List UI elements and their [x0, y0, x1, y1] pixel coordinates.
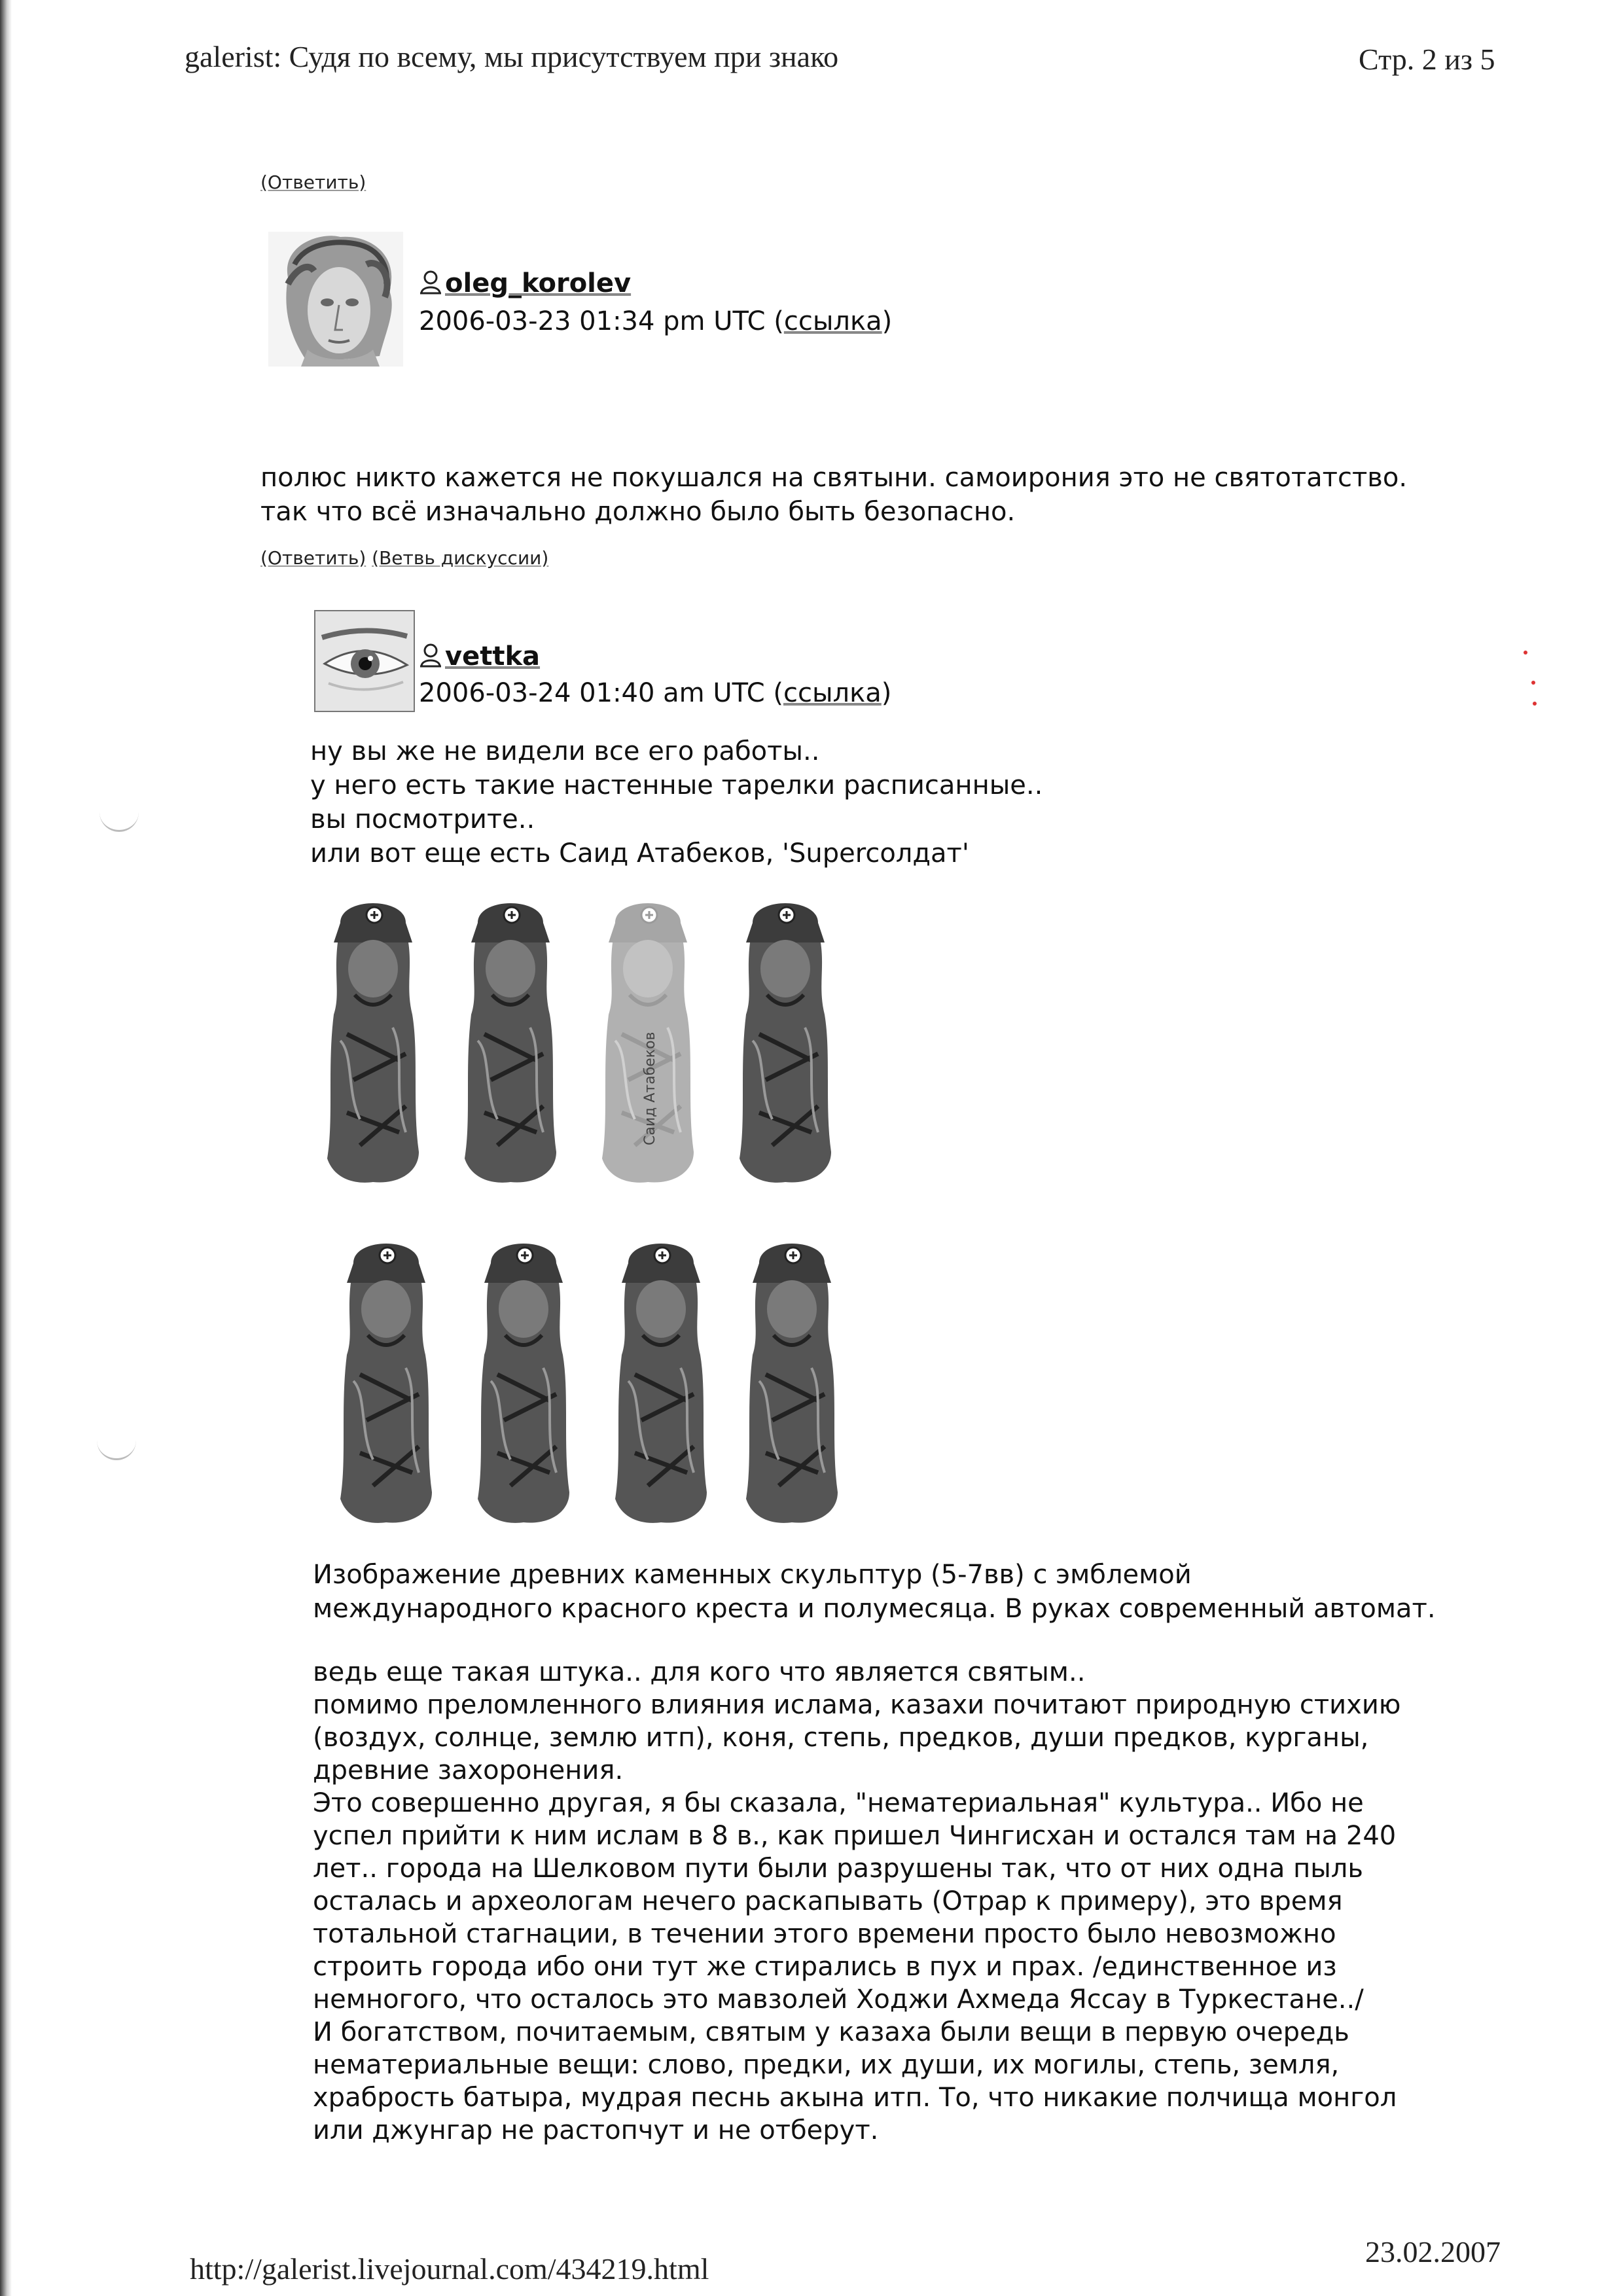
user-icon: [419, 643, 442, 668]
comment-body: [260, 461, 1407, 529]
reply-link-top[interactable]: [260, 171, 366, 193]
comment-intro: [310, 734, 1043, 870]
comment-line: или вот еще есть Саид Атабеков, 'Supercолдат': [310, 838, 969, 869]
permalink[interactable]: ссылка: [783, 306, 882, 336]
sculpture-grid-graphic: [301, 870, 929, 1551]
avatar-vettka[interactable]: [314, 610, 415, 712]
permalink[interactable]: ссылка: [783, 678, 882, 708]
reply-link-label[interactable]: (Ответить): [260, 171, 366, 193]
thread-link[interactable]: (Ветвь дискуссии): [372, 547, 549, 569]
body-line: древние захоронения.: [313, 1755, 624, 1785]
binder-edge: [0, 0, 12, 2296]
comment-line: вы посмотрите..: [310, 804, 535, 834]
body-line: тотальной стагнации, в течении этого времени просто было невозможно: [313, 1919, 1336, 1949]
body-line: помимо преломленного влияния ислама, казахи почитают природную стихию: [313, 1690, 1401, 1720]
comment-author[interactable]: [419, 641, 540, 672]
scan-speck: [1531, 681, 1535, 685]
scan-speck: [1524, 651, 1527, 655]
body-line: нематериальные вещи: слово, предки, их души, их могилы, степь, земля,: [313, 2050, 1340, 2080]
comment-meta: [419, 678, 891, 708]
username-link[interactable]: vettka: [445, 641, 541, 672]
print-header-page-count: Стр. 2 из 5: [1359, 43, 1495, 76]
comment-datetime: 2006-03-23 01:34 pm UTC: [419, 306, 766, 336]
paren-open: (: [773, 678, 783, 708]
username-link[interactable]: oleg_korolev: [445, 268, 632, 298]
vertical-artist-name: Саид Атабеков: [642, 1031, 658, 1145]
paren-close: ): [881, 678, 892, 708]
comment-author[interactable]: [419, 268, 631, 298]
comment-actions: [260, 547, 548, 569]
body-line: храбрость батыра, мудрая песнь акына итп. То, что никакие полчища монгол: [313, 2083, 1397, 2113]
body-line: (воздух, солнце, землю итп), коня, степь, предков, души предков, курганы,: [313, 1723, 1369, 1753]
caption-line: международного красного креста и полумесяца. В руках современный автомат.: [313, 1594, 1436, 1624]
punch-hole-mark: [99, 810, 139, 832]
body-line: И богатством, почитаемым, святым у казаха были вещи в первую очередь: [313, 2017, 1349, 2047]
eye-avatar-icon: [315, 611, 414, 711]
comment-meta: [419, 306, 892, 336]
print-footer-url: http://galerist.livejournal.com/434219.html: [190, 2252, 709, 2286]
comment-line: ну вы же не видели все его работы..: [310, 736, 820, 766]
image-caption: [313, 1558, 1436, 1626]
avatar-oleg-korolev[interactable]: [268, 232, 403, 367]
comment-datetime: 2006-03-24 01:40 am UTC: [419, 678, 765, 708]
body-line: Это совершенно другая, я бы сказала, "нематериальная" культура.. Ибо не: [313, 1788, 1364, 1818]
body-line: немногого, что осталось это мавзолей Ходжи Ахмеда Яссау в Туркестане../: [313, 1984, 1364, 2015]
print-header-title: galerist: Судя по всему, мы присутствуем при знако: [185, 40, 839, 73]
body-line: осталась и археологам нечего раскапывать (Отрар к примеру), это время: [313, 1886, 1343, 1916]
comment-line: у него есть такие настенные тарелки расписанные..: [310, 770, 1043, 800]
supersoldier-sculptures-image: [301, 870, 929, 1551]
punch-hole-mark: [97, 1439, 136, 1460]
comment-line: полюс никто кажется не покушался на святыни. самоирония это не святотатство.: [260, 463, 1408, 493]
print-footer-date: 23.02.2007: [1365, 2235, 1501, 2269]
comment-body-long: [313, 1656, 1478, 2147]
paren-open: (: [774, 306, 784, 336]
comment-line: так что всё изначально должно было быть безопасно.: [260, 497, 1016, 527]
reply-link[interactable]: (Ответить): [260, 547, 366, 569]
body-line: или джунгар не растопчут и не отберут.: [313, 2115, 879, 2145]
body-line: ведь еще такая штука.. для кого что является святым..: [313, 1657, 1086, 1687]
user-icon: [419, 270, 442, 295]
paren-close: ): [882, 306, 893, 336]
body-line: строить города ибо они тут же стирались в пух и прах. /единственное из: [313, 1952, 1337, 1982]
body-line: лет.. города на Шелковом пути были разрушены так, что от них одна пыль: [313, 1854, 1363, 1884]
scan-speck: [1533, 702, 1537, 706]
body-line: успел прийти к ним ислам в 8 в., как пришел Чингисхан и остался там на 240: [313, 1821, 1397, 1851]
statue-head-avatar-icon: [268, 232, 403, 367]
caption-line: Изображение древних каменных скульптур (5-7вв) с эмблемой: [313, 1560, 1192, 1590]
